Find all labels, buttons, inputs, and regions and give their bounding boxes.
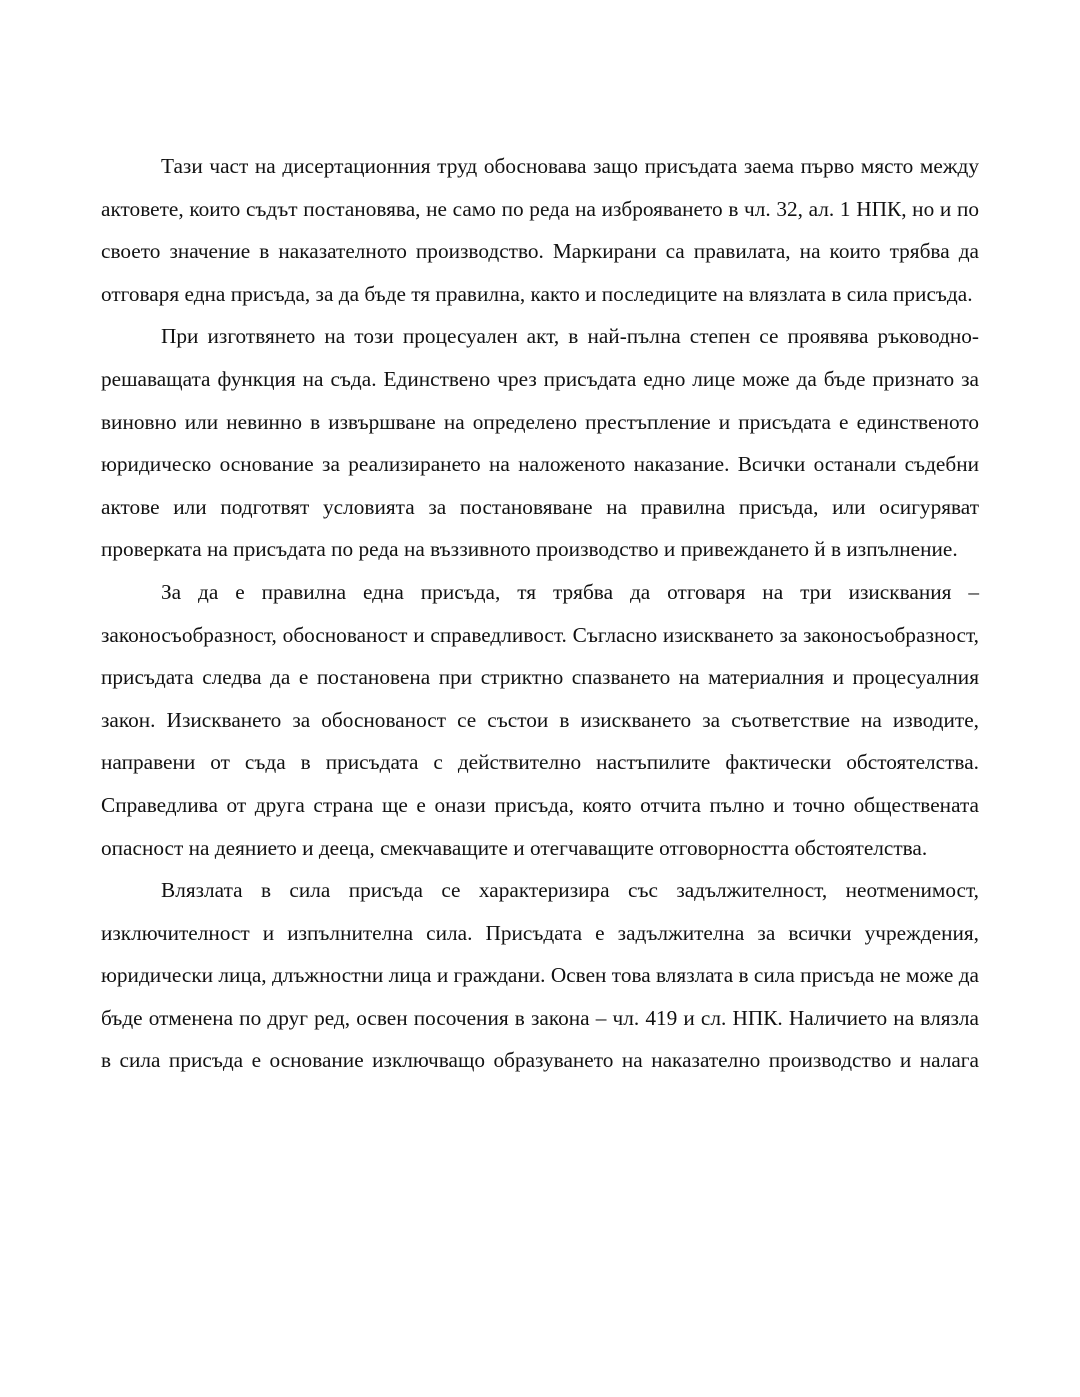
paragraph-3: За да е правилна една присъда, тя трябва да отговаря на три изисквания – законосъобразност, обоснованост и справедливост. Съгласно изискването за законосъобразност, присъдата следва да е постановена при стриктно спазването на материалния и процесуалния закон. Изискването за обоснованост се състои в изискването за съответствие на изводите, направени от съда в присъдата с действително настъпилите фактически обстоятелства. Справедлива от друга страна ще е онази присъда, която отчита пълно и точно обществената опасност на деянието и дееца, смекчаващите и отегчаващите отговорността обстоятелства. [101,579,979,860]
paragraph-1: Тази част на дисертационния труд обосновава защо присъдата заема първо място между актовете, които съдът постановява, не само по реда на изброяването в чл. 32, ал. 1 НПК, но и по своето значение в наказателното производство. Маркирани са правилата, на които трябва да отговаря една присъда, за да бъде тя правилна, както и последиците на влязлата в сила присъда. [101,154,979,306]
document-page [101,145,979,1082]
paragraph-2: При изготвянето на този процесуален акт, в най-пълна степен се проявява ръководно-решаващата функция на съда. Единствено чрез присъдата едно лице може да бъде признато за виновно или невинно в извършване на определено престъпление и присъдата е единственото юридическо основание за реализирането на наложеното наказание. Всички останали съдебни актове или подготвят условията за постановяване на правилна присъда, или осигуряват проверката на присъдата по реда на въззивното производство и привеждането й в изпълнение. [101,324,979,562]
paragraph-4: Влязлата в сила присъда се характеризира със задължителност, неотменимост, изключителност и изпълнителна сила. Присъдата е задължителна за всички учреждения, юридически лица, длъжностни лица и граждани. Освен това влязлата в сила присъда не може да бъде отменена по друг ред, освен посочения в закона – чл. 419 и сл. НПК. Наличието на влязла в сила присъда е основание изключващо образуването на наказателно производство и налага [101,878,979,1073]
